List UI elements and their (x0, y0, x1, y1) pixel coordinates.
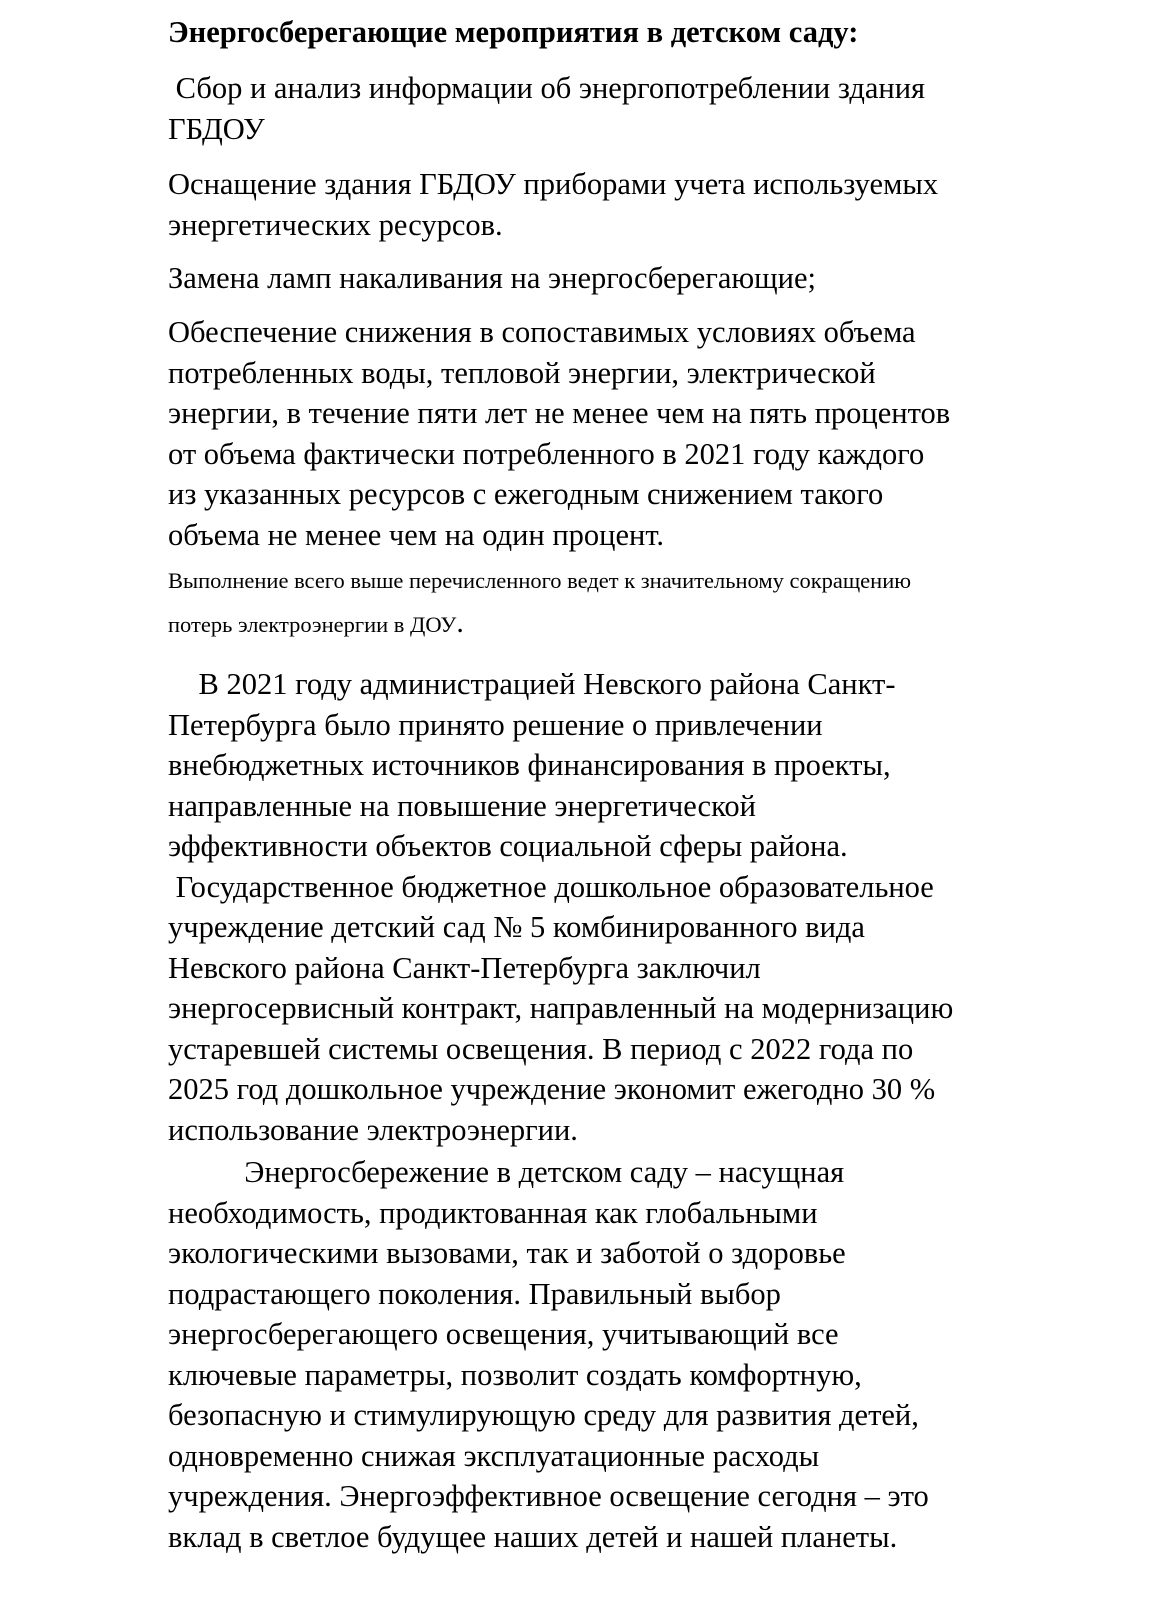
document-heading: Энергосберегающие мероприятия в детском саду: (168, 15, 859, 49)
note-period: . (456, 606, 464, 639)
paragraph-conclusion: Энергосбережение в детском саду – насущная необходимость, продиктованная как глобальными экологическими вызовами, так и заботой о здоровье подрастающего поколения. Правильный выбор энергосберегающего освещения, учитывающий все ключевые параметры, позволит создать комфортную, безопасную и стимулирующую среду для развития детей, одновременно снижая эксплуатационные расходы учреждения. Энергоэффективное освещение сегодня – это вклад в светлое будущее наших детей и нашей планеты. (168, 1155, 929, 1554)
paragraph-metering: Оснащение здания ГБДОУ приборами учета используемых энергетических ресурсов. (168, 167, 939, 242)
paragraph-lamp-replacement: Замена ламп накаливания на энергосберегающие; (168, 261, 816, 295)
paragraph-info-collection: Сбор и анализ информации об энергопотреблении здания ГБДОУ (168, 71, 926, 146)
note-paragraph (168, 560, 911, 646)
paragraph-energy-service-contract: В 2021 году администрацией Невского района Санкт- Петербурга было принято решение о привлечении внебюджетных источников финансирования в проекты, направленные на повышение энергетической эффективности объектов социальной сферы района. Государственное бюджетное дошкольное образовательное учреждение детский сад № 5 комбинированного вида Невского района Санкт-Петербурга заключил энергосервисный контракт, направленный на модернизацию устаревшей системы освещения. В период с 2022 года по 2025 год дошкольное учреждение экономит ежегодно 30 % использование электроэнергии. (168, 667, 954, 1147)
paragraph-consumption-reduction: Обеспечение снижения в сопоставимых условиях объема потребленных воды, тепловой энергии, электрической энергии, в течение пяти лет не менее чем на пять процентов от объема фактически потребленного в 2021 году каждого из указанных ресурсов с ежегодным снижением такого объема не менее чем на один процент. (168, 315, 951, 552)
note-text: Выполнение всего выше перечисленного ведет к значительному сокращению потерь электроэнергии в ДОУ (168, 568, 912, 637)
